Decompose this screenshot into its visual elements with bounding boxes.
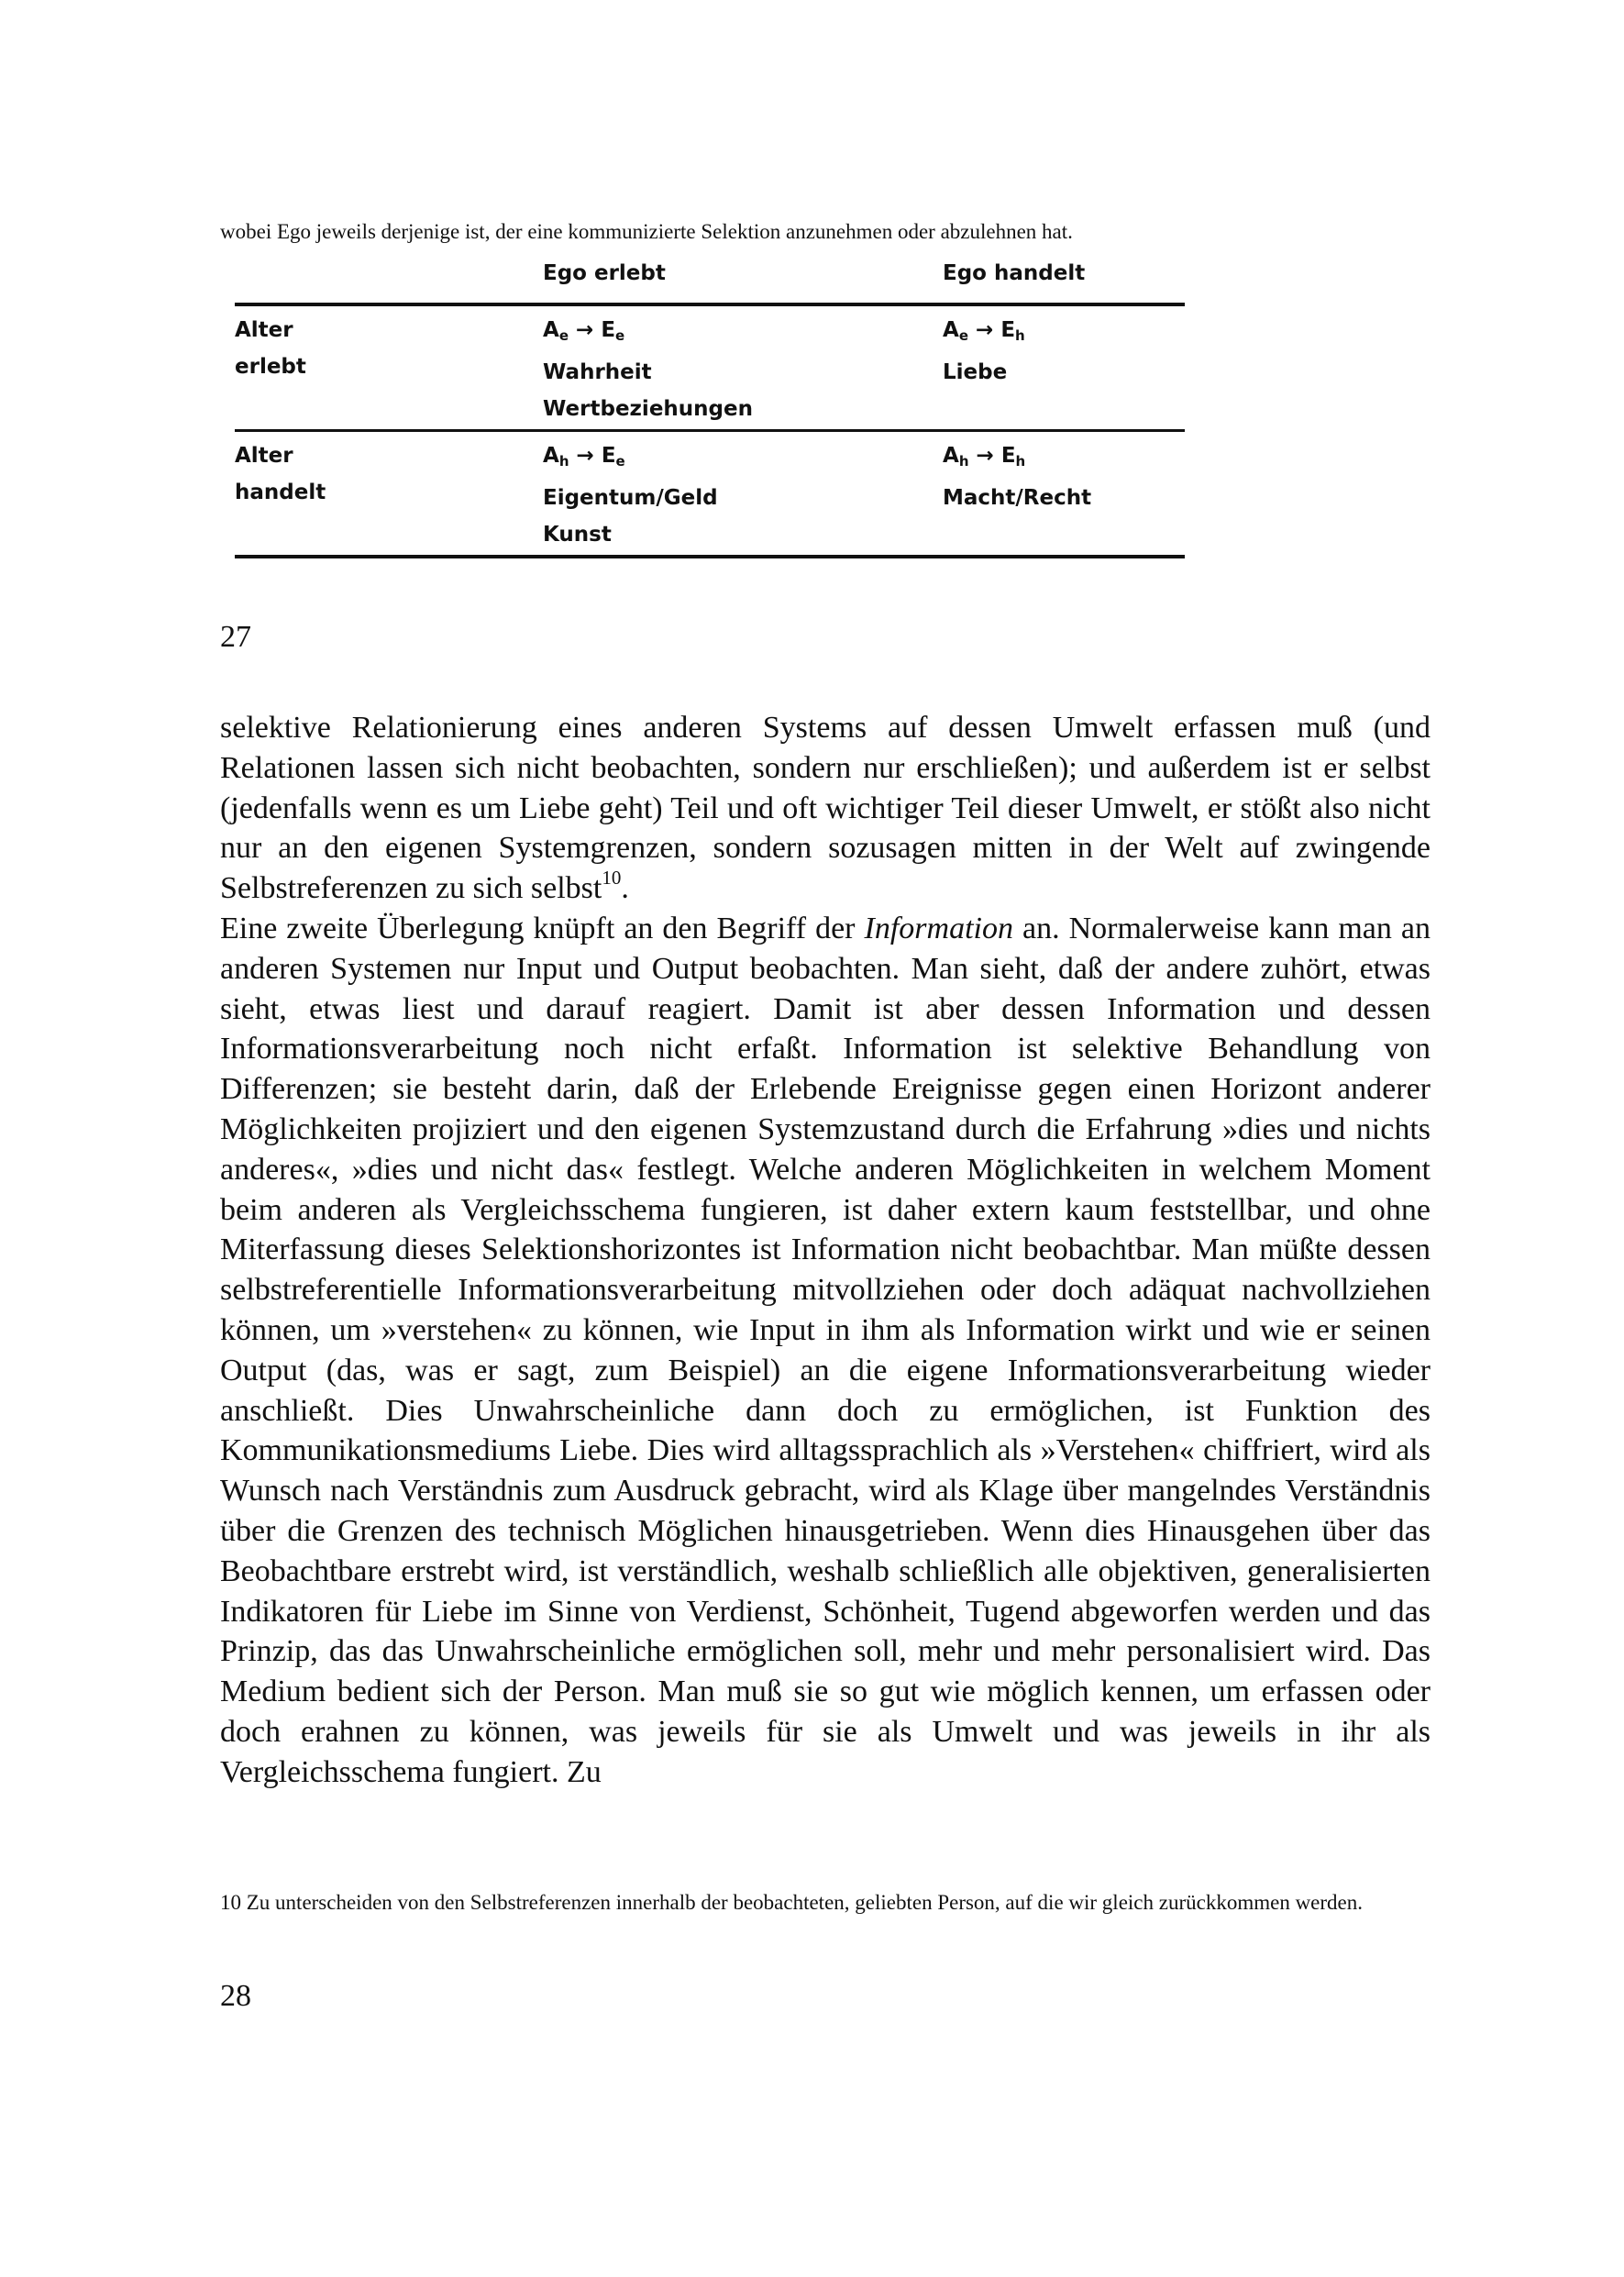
media-table: [235, 255, 1185, 558]
table-header: [235, 255, 1185, 303]
body-text: [220, 708, 1431, 1793]
cell-macht: $A_h \to E_h$ Macht/Recht: [943, 437, 1091, 516]
page-number-28: 28: [220, 1979, 251, 2013]
cell-eigentum: $A_h \to E_e$ Eigentum/Geld Kunst: [543, 437, 718, 553]
cell-liebe: $A_e \to E_h$ Liebe: [943, 312, 1025, 391]
intro-line: wobei Ego jeweils derjenige ist, der eine kommunizierte Selektion anzunehmen oder abzulehnen hat.: [220, 220, 1073, 243]
header-ego-handelt: Ego handelt: [943, 261, 1086, 285]
table-row-alter-erlebt: [235, 306, 1185, 429]
formula: $A_e \to E_h$: [943, 318, 1025, 344]
footnote-ref: 10: [602, 867, 622, 890]
header-ego-erlebt: Ego erlebt: [543, 261, 666, 285]
row-label: Alter erlebt: [235, 318, 306, 379]
cell-wahrheit: $A_e \to E_e$ Wahrheit Wertbeziehungen: [543, 312, 753, 427]
formula: $A_h \to E_h$: [943, 444, 1026, 470]
paragraph-2: Eine zweite Überlegung knüpft an den Begriff der Information an. Normalerweise kann man an anderen Systemen nur Input und Output beobachten. Man sieht, daß der andere zuhört, etwas sieht, etwas liest und darauf reagiert. Damit ist aber dessen Information und dessen Informationsverarbeitung noch nicht erfaßt. Information ist selektive Behandlung von Differenzen; sie besteht darin, daß der Erlebende Ereignisse gegen einen Horizont anderer Möglichkeiten projiziert und den eigenen Systemzustand durch die Erfahrung »dies und nichts anderes«, »dies und nicht das« festlegt. Welche anderen Möglichkeiten in welchem Moment beim anderen als Vergleichsschema fungieren, ist daher extern kaum feststellbar, und ohne Miterfassung dieses Selektionshorizontes ist Information nicht beobachtbar. Man müßte dessen selbstreferentielle Informationsverarbeitung mitvollziehen oder doch adäquat nachvollziehen können, um »verstehen« zu können, wie Input in ihm als Information wirkt und wie er seinen Output (das, was er sagt, zum Beispiel) an die eigene Informationsverarbeitung wieder anschließt. Dies Unwahrscheinliche dann doch zu ermöglichen, ist Funktion des Kommunikationsmediums Liebe. Dies wird alltagssprachlich als »Verstehen« chiffriert, wird als Wunsch nach Verständnis zum Ausdruck gebracht, wird als Klage über mangelndes Verständnis über die Grenzen des technisch Möglichen hinausgetrieben. Wenn dies Hinausgehen über das Beobachtbare erstrebt wird, ist verständlich, weshalb schließlich alle objektiven, generalisierten Indikatoren für Liebe im Sinne von Verdienst, Schönheit, Tugend abgeworfen werden und das Prinzip, das das Unwahrscheinliche ermöglichen soll, mehr und mehr personalisiert wird. Das Medium bedient sich der Person. Man muß sie so gut wie möglich kennen, um erfassen oder doch erahnen zu können, was jeweils für sie als Umwelt und was jeweils in ihr als Vergleichsschema fungiert. Zu: [220, 911, 1431, 1789]
row-label: Alter handelt: [235, 444, 326, 504]
table-row-alter-handelt: [235, 432, 1185, 555]
paragraph-1: selektive Relationierung eines anderen Systems auf dessen Umwelt erfassen muß (und Relationen lassen sich nicht beobachten, sondern nur erschließen); und außerdem ist er selbst (jedenfalls wenn es um Liebe geht) Teil und oft wichtiger Teil dieser Umwelt, er stößt also nicht nur an den eigenen Systemgrenzen, sondern sozusagen mitten in der Welt auf zwingende Selbstreferenzen zu sich selbst$^{10}$.: [220, 711, 1431, 906]
footnote-10: 10 Zu unterscheiden von den Selbstreferenzen innerhalb der beobachteten, geliebten Person, auf die wir gleich zurückkommen werden.: [220, 1891, 1364, 1914]
table-rule-bottom: [235, 555, 1185, 558]
page-number-27: 27: [220, 620, 251, 654]
italic-term: Information: [864, 911, 1013, 945]
formula: $A_e \to E_e$: [543, 318, 625, 344]
formula: $A_h \to E_e$: [543, 444, 625, 470]
